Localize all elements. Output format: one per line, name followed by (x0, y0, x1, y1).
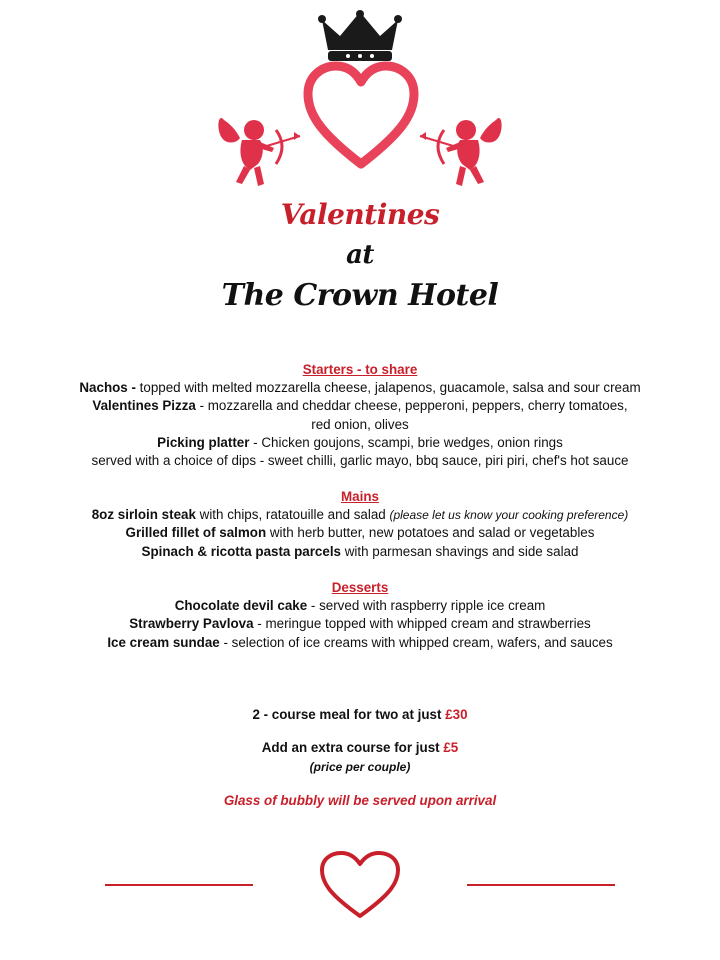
item-description: - mozzarella and cheddar cheese, pepperoni, peppers, cherry tomatoes, (195, 398, 628, 414)
crown-icon (318, 10, 402, 62)
item-description: - meringue topped with whipped cream and strawberries (253, 616, 591, 632)
item-name: Chocolate devil cake (174, 598, 308, 614)
title-valentines: Valentines (280, 198, 440, 231)
item-description: served with a choice of dips - sweet chilli, garlic mayo, bbq sauce, piri piri, chef's hot sauce (91, 453, 629, 469)
desserts-heading: Desserts (331, 580, 389, 595)
item-description: topped with melted mozzarella cheese, jalapenos, guacamole, salsa and sour cream (135, 380, 641, 396)
starters-section (40, 361, 680, 470)
item-description: - Chicken goujons, scampi, brie wedges, onion rings (249, 434, 563, 450)
item-description: with parmesan shavings and side salad (341, 543, 579, 559)
menu-item (40, 597, 680, 615)
offer-bubbly: Glass of bubbly will be served upon arrival (223, 793, 497, 808)
item-note: (please let us know your cooking preference) (389, 508, 629, 523)
desserts-section (40, 579, 680, 652)
item-description: with herb butter, new potatoes and salad or vegetables (266, 525, 595, 541)
divider-left (105, 884, 253, 886)
title-hotel-name: The Crown Hotel (221, 278, 499, 313)
item-name: Strawberry Pavlova (129, 616, 254, 632)
item-name: Nachos - (79, 380, 136, 396)
item-name: Grilled fillet of salmon (125, 525, 267, 541)
menu-item (40, 634, 680, 652)
menu-item (40, 452, 680, 470)
offer-price: £30 (445, 707, 468, 722)
item-name: 8oz sirloin steak (91, 507, 196, 523)
item-description: - selection of ice creams with whipped cream, wafers, and sauces (219, 634, 613, 650)
mains-section (40, 488, 680, 561)
item-name: Picking platter (157, 434, 250, 450)
offer-price: £5 (443, 740, 459, 755)
divider-right (467, 884, 615, 886)
item-description: with chips, ratatouille and salad (195, 507, 390, 523)
offer-text: Add an extra course for just (261, 740, 444, 755)
menu-item (40, 397, 680, 415)
cupid-icon (214, 108, 304, 190)
heart-icon (302, 60, 420, 172)
offer-text: 2 - course meal for two at just (252, 707, 446, 722)
heart-icon (318, 850, 402, 920)
mains-heading: Mains (341, 489, 379, 504)
item-description: red onion, olives (311, 416, 409, 432)
menu-item (40, 615, 680, 633)
menu-item (40, 379, 680, 397)
offer-extra-course (40, 740, 680, 755)
menu-item (40, 506, 680, 524)
title-at: at (346, 240, 374, 270)
menu-item (40, 434, 680, 452)
starters-heading: Starters - to share (302, 362, 418, 377)
menu-item (40, 416, 680, 434)
item-name: Ice cream sundae (107, 634, 220, 650)
offer-two-course (40, 707, 680, 722)
menu-item (40, 543, 680, 561)
item-name: Valentines Pizza (92, 398, 196, 414)
item-name: Spinach & ricotta pasta parcels (141, 543, 341, 559)
item-description: - served with raspberry ripple ice cream (307, 598, 546, 614)
cupid-icon (416, 108, 506, 190)
offer-price-note: (price per couple) (309, 760, 411, 774)
menu-item (40, 524, 680, 542)
